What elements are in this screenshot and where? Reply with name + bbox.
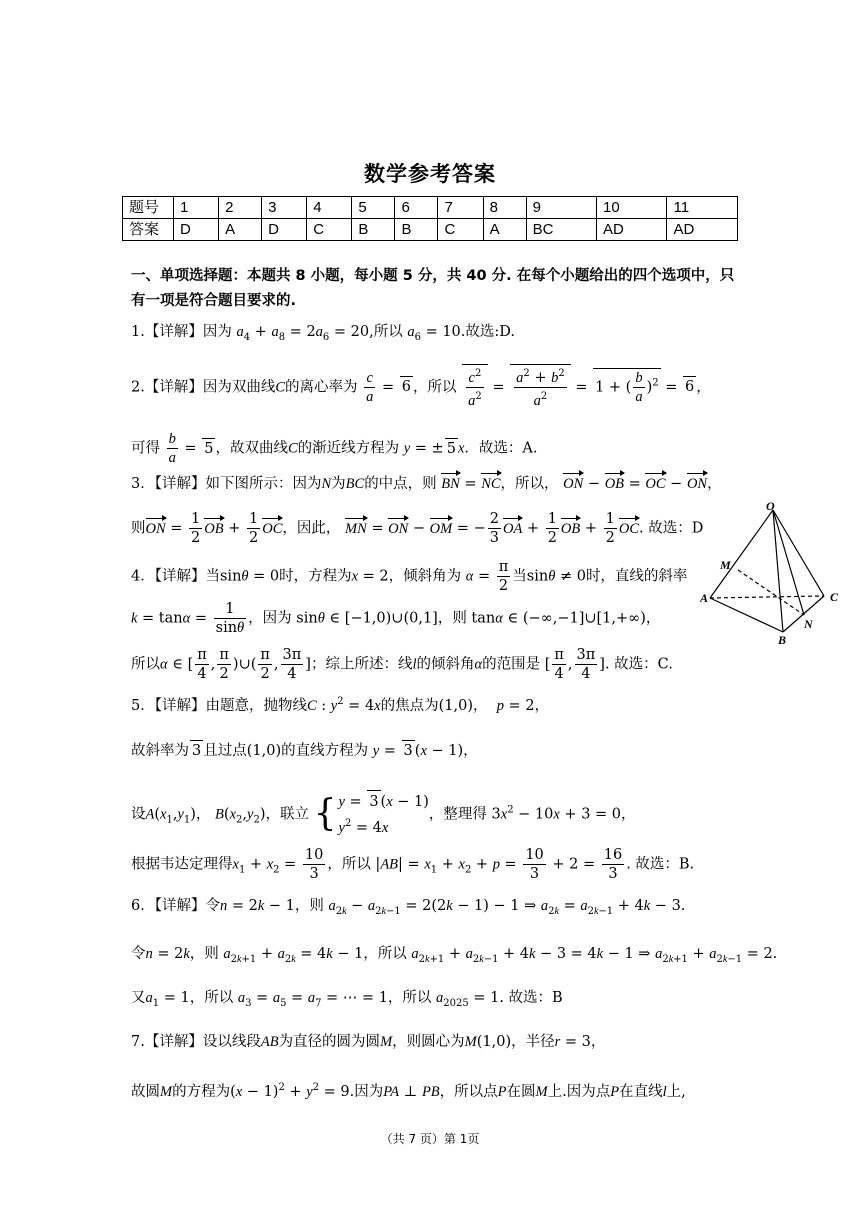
answer-table [122,196,738,241]
table-cell: C [307,219,352,241]
table-cell: 6 [395,197,438,219]
table-cell: 3 [262,197,307,219]
table-cell: 4 [307,197,352,219]
section-heading: 一、单项选择题：本题共 8 小题，每小题 5 分，共 40 分. 在每个小题给出的四个选项中，只 [131,268,735,284]
q5-line: 5．【详解】由题意，抛物线C : $y^2 = 4x$的焦点为(1,0)， p = 2， [131,696,550,714]
table-cell: A [483,219,526,241]
table-row [123,197,738,219]
q2-line: 2.【详解】因为双曲线C的离心率为 $\frac{c}{a}$ = 6 ，所以 $\frac{c^2}{a^2}$ = $\frac{a^2 + b^2}{a^2}$ = 1 + ( $\frac{b}{a}$ )$^2$ = 6 ， [131,364,711,410]
q3-line-2: 则ON = $\frac{1}{2}$ OB + $\frac{1}{2}$ OC，因此， MN = ON − OM = − $\frac{2}{3}$ OA + $\frac{1}{2}$ OB + $\frac{1}{2}$ OC. 故选：D [131,511,704,546]
table-row [123,219,738,241]
q6-line-2: 令n = 2k，则 $a_{2k+1} + a_{2k} = 4k - 1$，所以 $a_{2k+1} + a_{2k-1} + 4k - 3 = 4k - 1$ ⇒ $a_{2k+1} + a_{2k-1} = 2$. [131,946,778,965]
table-cell: 1 [174,197,219,219]
table-cell: 10 [597,197,667,219]
q4-line-3: 所以α ∈ [ $\frac{\pi}{4}$ , $\frac{\pi}{2}$ )∪( $\frac{\pi}{2}$ , $\frac{3\pi}{4}$ ]；综上所述：线l的倾斜角α的范围是 [ $\frac{\pi}{4}$ , $\frac{3\pi}{4}$ ]. 故选：C. [131,647,673,682]
label-c: C [830,590,839,604]
label-n: N [804,617,813,631]
table-cell: B [395,219,438,241]
row-label: 题号 [123,197,174,219]
q7-line-2: 故圆M的方程为$(x - 1)^2 + y^2 = 9$.因为PA ⊥ PB，所以点P在圆M上.因为点P在直线l上, [131,1082,686,1100]
q5-line-4: 根据韦达定理得$x_1 + x_2$ = $\frac{10}{3}$ ，所以 $|AB| = x_1 + x_2 + p$ = $\frac{10}{3}$ + 2 = $\frac{16}{3}$ . 故选：B. [131,847,695,882]
label-o: O [766,499,775,513]
q1-line: 1.【详解】因为 $a_4 + a_8 = 2a_6 = 20$,所以 $a_6 = 10$.故选:D. [131,324,516,343]
table-cell: AD [597,219,667,241]
q6-line-3: 又$a_1 = 1$，所以 $a_3 = a_5 = a_7$ = ⋯ = 1，所以 $a_{2025} = 1$. 故选：B [131,990,563,1009]
table-cell: BC [526,219,596,241]
section-heading-cont: 有一项是符合题目要求的. [131,293,297,309]
table-cell: 11 [667,197,738,219]
q3-line: 3．【详解】如下图所示：因为N为BC的中点，则 BN = NC，所以， ON − OB = OC − ON， [131,476,722,492]
q5-line-2: 故斜率为 3 且过点(1,0)的直线方程为 y = 3 (x − 1)， [131,740,478,761]
label-a: A [700,591,709,605]
table-cell: 8 [483,197,526,219]
table-cell: B [352,219,395,241]
table-cell: A [219,219,262,241]
label-m: M [720,558,731,572]
table-cell: AD [667,219,738,241]
table-cell: 9 [526,197,596,219]
table-cell: C [438,219,483,241]
table-cell: 2 [219,197,262,219]
page-footer: （共 7 页）第 1页 [380,1132,480,1146]
q4-line-2: k = tanα = $\frac{1}{\sin\theta}$ ，因为 sinθ ∈ [−1,0)∪(0,1]，则 tanα ∈ (−∞,−1]∪[1,+∞)， [131,601,661,636]
q6-line: 6．【详解】令n = 2k − 1，则 $a_{2k} - a_{2k-1} = 2(2k - 1) - 1$ ⇒ $a_{2k} = a_{2k-1} + 4k - 3$. [131,898,686,917]
table-cell: D [262,219,307,241]
q4-line: 4．【详解】当sinθ = 0时，方程为x = 2，倾斜角为 α = $\frac{\pi}{2}$ 当sinθ ≠ 0时，直线的斜率 [131,559,688,594]
q2-line-2: 可得 $\frac{b}{a}$ = 5 ，故双曲线C的渐近线方程为 y = ± 5 x．故选：A. [131,431,538,466]
table-cell: D [174,219,219,241]
row-label: 答案 [123,219,174,241]
q7-line: 7.【详解】设以线段AB为直径的圆为圆M，则圆心为M(1,0)，半径r = 3， [131,1034,606,1050]
page-title: 数学参考答案 [364,162,496,186]
table-cell: 7 [438,197,483,219]
label-b: B [778,633,787,647]
q5-line-3: 设$A(x_1,y_1)$， $B(x_2,y_2)$，联立 { y = 3 (x − 1) $y^2 = 4x$ ，整理得 $3x^2 - 10x + 3 = 0$， [131,790,636,839]
tetrahedron-figure [700,498,850,648]
table-cell: 5 [352,197,395,219]
